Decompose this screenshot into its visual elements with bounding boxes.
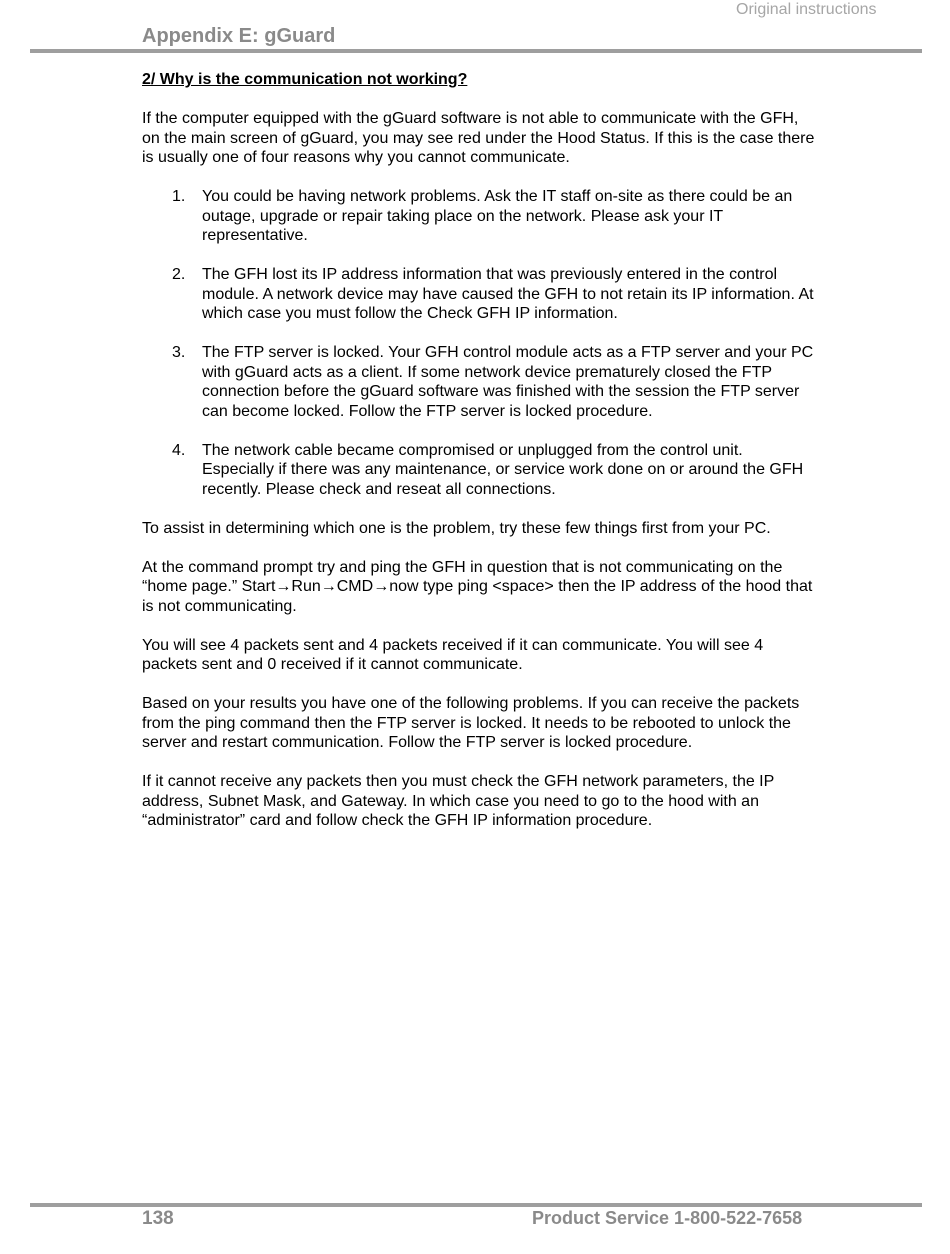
header-divider — [30, 49, 922, 53]
list-item-number: 3. — [172, 344, 186, 361]
packets-paragraph: You will see 4 packets sent and 4 packets received if it can communicate. You will see 4 packets sent and 0 received if it cannot communicate. — [142, 636, 764, 673]
no-packets-paragraph: If it cannot receive any packets then you must check the GFH network parameters, the IP address, Subnet Mask, and Gateway. In which case you need to go to the hood with an “administrator” card and follow check the GFH IP information procedure. — [142, 773, 775, 829]
list-item-number: 1. — [172, 188, 186, 205]
list-item — [142, 343, 817, 421]
list-item-text: The GFH lost its IP address information that was previously entered in the control module. A network device may have caused the GFH to not retain its IP information. At which case you must follow the Check GFH IP information. — [202, 266, 814, 322]
list-item-number: 2. — [172, 266, 186, 283]
list-item — [142, 187, 817, 246]
list-item — [142, 441, 817, 500]
results-paragraph: Based on your results you have one of the following problems. If you can receive the packets from the ping command then the FTP server is locked. It needs to be rebooted to unlock the server and restart communication. Follow the FTP server is locked procedure. — [142, 695, 800, 751]
section-heading: 2/ Why is the communication not working? — [142, 71, 468, 88]
original-instructions-label: Original instructions — [736, 1, 877, 18]
list-item-text: You could be having network problems. Ask the IT staff on-site as there could be an outage, upgrade or repair taking place on the network. Please ask your IT representative. — [202, 188, 793, 244]
assist-paragraph: To assist in determining which one is the problem, try these few things first from your PC. — [142, 519, 771, 537]
page-body — [142, 70, 817, 850]
list-item-text: The network cable became compromised or unplugged from the control unit. Especially if there was any maintenance, or service work done on or around the GFH recently. Please check and reseat all connections. — [202, 441, 804, 498]
intro-paragraph: If the computer equipped with the gGuard software is not able to communicate with the GFH, on the main screen of gGuard, you may see red under the Hood Status. If this is the case there is usually one of four reasons why you cannot communicate. — [142, 110, 815, 166]
footer-divider — [30, 1203, 922, 1207]
list-item — [142, 265, 817, 324]
list-item-number: 4. — [172, 441, 186, 459]
command-prompt-paragraph: At the command prompt try and ping the GFH in question that is not communicating on the “home page.” Start→Run→CMD→now type ping <space> then the IP address of the hood that is not communicating. — [142, 558, 813, 615]
page-number: 138 — [142, 1208, 174, 1229]
reasons-list — [142, 187, 817, 499]
list-item-text: The FTP server is locked. Your GFH control module acts as a FTP server and your PC with gGuard acts as a client. If some network device prematurely closed the FTP connection before the gGuard software was finished with the session the FTP server can become locked. Follow the FTP server is locked procedure. — [202, 344, 814, 420]
product-service-phone: Product Service 1-800-522-7658 — [532, 1208, 803, 1228]
section-title: Appendix E: gGuard — [142, 25, 336, 47]
